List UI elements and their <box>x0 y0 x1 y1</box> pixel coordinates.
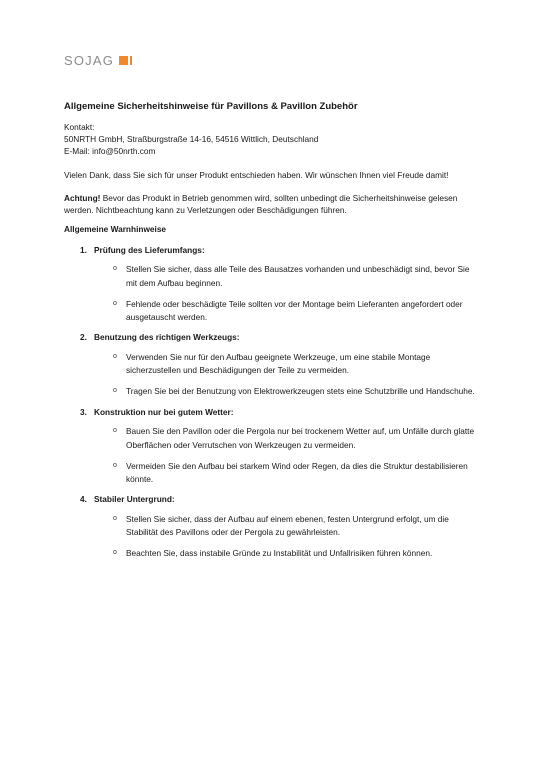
circle-bullet-icon: o <box>113 387 117 395</box>
brand-logo <box>64 53 132 68</box>
step-title: Konstruktion nur bei gutem Wetter: <box>94 406 234 417</box>
step-item <box>64 332 484 398</box>
circle-bullet-icon: o <box>113 265 117 273</box>
contact-address: 50NRTH GmbH, Straßburgstraße 14-16, 54516 Wittlich, Deutschland <box>64 133 319 144</box>
contact-label: Kontakt: <box>64 122 95 132</box>
step-number: 3. <box>80 406 87 417</box>
step-title: Stabiler Untergrund: <box>94 494 175 505</box>
document-title: Allgemeine Sicherheitshinweise für Pavillons & Pavillon Zubehör <box>64 101 358 112</box>
step-heading <box>80 245 484 257</box>
circle-bullet-icon: o <box>113 549 117 557</box>
bullet-item <box>113 547 484 560</box>
circle-bullet-icon: o <box>113 427 117 435</box>
step-number: 2. <box>80 332 87 343</box>
logo-bar <box>130 56 132 65</box>
step-item <box>64 407 484 487</box>
warning-text: Bevor das Produkt in Betrieb genommen wird, sollten unbedingt die Sicherheitshinweise gelesen werden. Nichtbeachtung kann zu Verletzungen oder Beschädigungen führen. <box>64 193 458 215</box>
section-heading: Allgemeine Warnhinweise <box>64 223 167 234</box>
contact-block <box>64 122 484 157</box>
step-number: 1. <box>80 244 87 255</box>
step-title: Benutzung des richtigen Werkzeugs: <box>94 332 240 343</box>
bullet-text: Stellen Sie sicher, dass alle Teile des Bausatzes vorhanden und unbeschädigt sind, bevor Sie mit dem Aufbau beginnen. <box>126 264 470 288</box>
step-heading <box>80 332 484 344</box>
bullet-text: Verwenden Sie nur für den Aufbau geeignete Werkzeuge, um eine stabile Montage sicherzustellen und Beschädigungen der Teile zu vermeiden. <box>126 351 431 376</box>
bullet-item <box>113 298 484 324</box>
document-content <box>64 101 484 569</box>
step-heading <box>80 407 484 419</box>
circle-bullet-icon: o <box>113 515 117 522</box>
step-number: 4. <box>80 494 87 505</box>
logo-mark-icon <box>119 56 132 65</box>
bullet-list <box>64 263 484 324</box>
bullet-item <box>113 425 484 451</box>
contact-email: E-Mail: info@50nrth.com <box>64 145 156 156</box>
bullet-item <box>113 460 484 486</box>
bullet-list <box>64 351 484 399</box>
logo-square <box>119 56 128 65</box>
bullet-text: Stellen Sie sicher, dass der Aufbau auf einem ebenen, festen Untergrund erfolgt, um die Stabilität des Pavillons oder der Pergola zu gewährleisten. <box>126 514 449 538</box>
bullet-item <box>113 351 484 377</box>
step-title: Prüfung des Lieferumfangs: <box>94 244 205 255</box>
bullet-item <box>113 385 484 398</box>
bullet-text: Vermeiden Sie den Aufbau bei starkem Wind oder Regen, da dies die Struktur destabilisieren könnte. <box>126 460 468 484</box>
bullet-item <box>113 513 484 539</box>
bullet-text: Tragen Sie bei der Benutzung von Elektrowerkzeugen stets eine Schutzbrille und Handschuhe. <box>126 386 475 397</box>
thanks-paragraph: Vielen Dank, dass Sie sich für unser Produkt entschieden haben. Wir wünschen Ihnen viel Freude damit! <box>64 170 449 181</box>
brand-name: SOJAG <box>64 53 115 68</box>
steps-list <box>64 245 484 561</box>
warning-paragraph <box>64 193 484 217</box>
bullet-list <box>64 513 484 561</box>
bullet-list <box>64 425 484 486</box>
circle-bullet-icon: o <box>113 299 117 307</box>
step-heading <box>80 494 484 506</box>
step-item <box>64 494 484 560</box>
bullet-text: Fehlende oder beschädigte Teile sollten vor der Montage beim Lieferanten angefordert oder ausgetauscht werden. <box>126 298 463 322</box>
circle-bullet-icon: o <box>113 352 117 360</box>
circle-bullet-icon: o <box>113 461 117 469</box>
bullet-text: Bauen Sie den Pavillon oder die Pergola nur bei trockenem Wetter auf, um Unfälle durch glatte Oberflächen oder Verrutschen von Werkzeugen zu vermeiden. <box>126 426 475 450</box>
bullet-item <box>113 263 484 289</box>
bullet-text: Beachten Sie, dass instabile Gründe zu Instabilität und Unfallrisiken führen können. <box>126 548 433 559</box>
step-item <box>64 245 484 325</box>
warning-strong: Achtung! <box>64 193 101 204</box>
